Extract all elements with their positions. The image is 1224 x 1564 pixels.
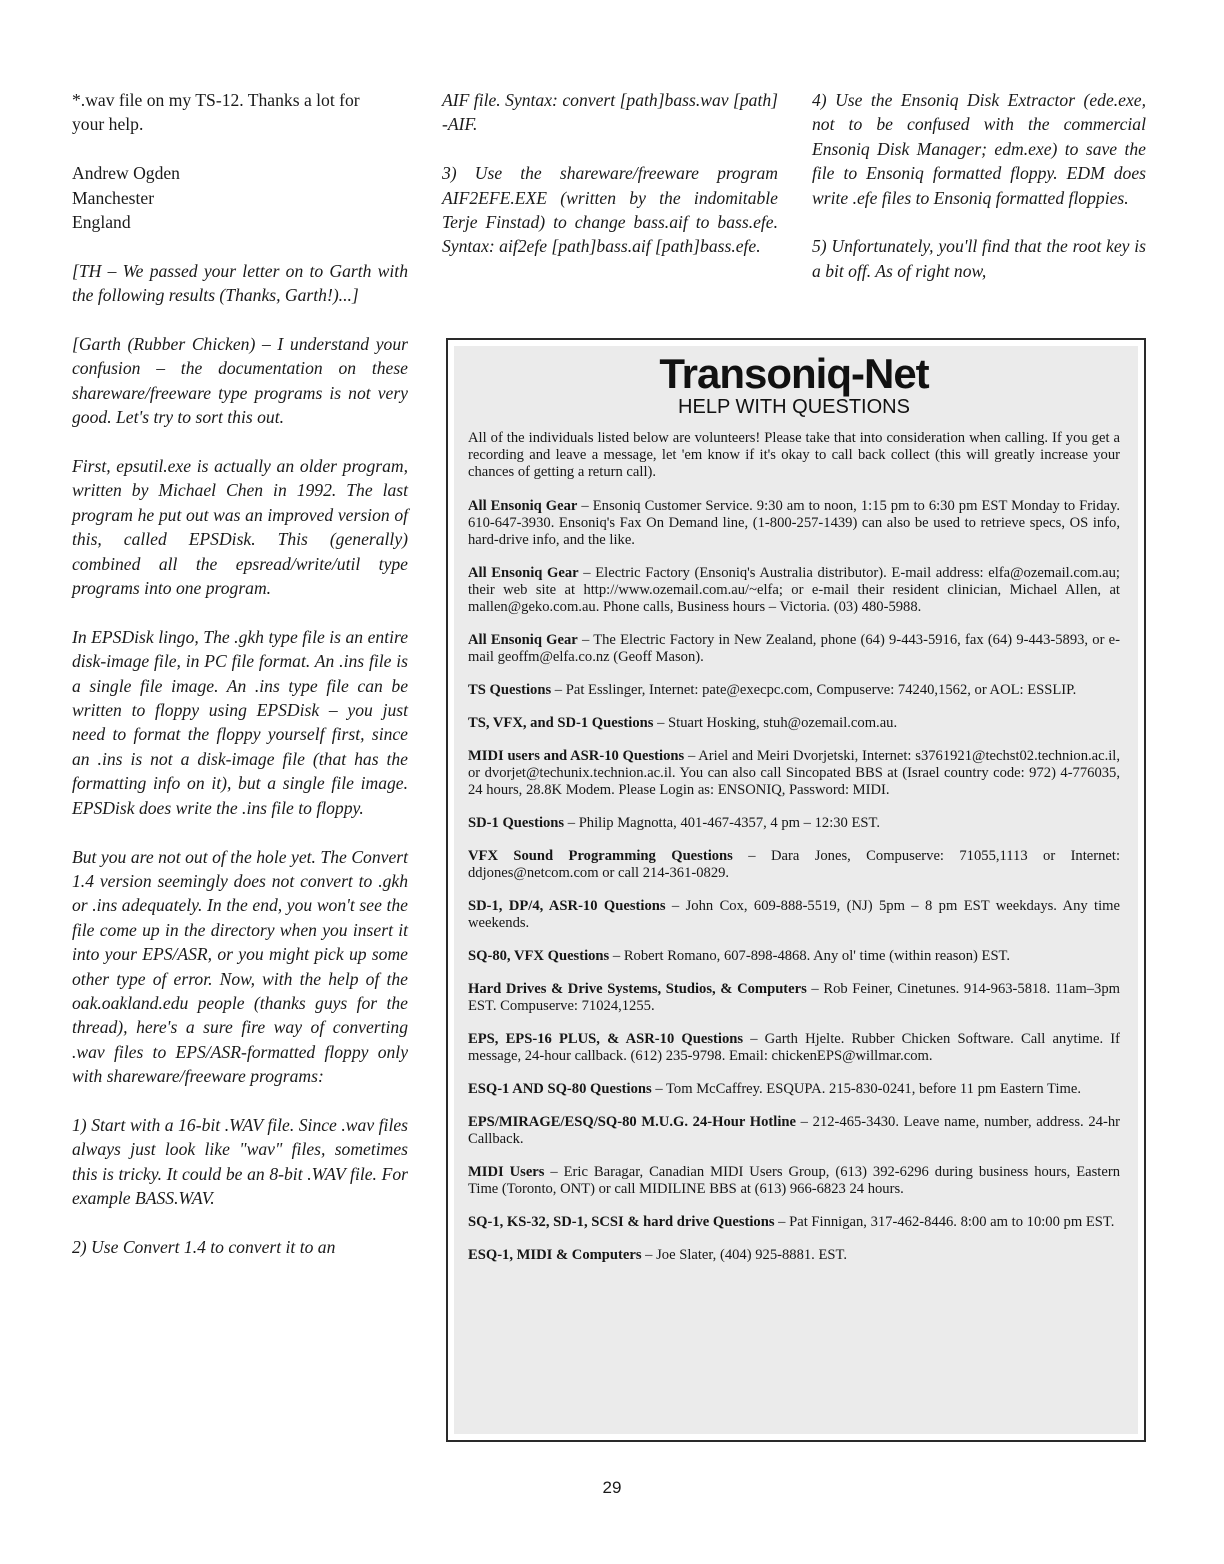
box-title: Transoniq-Net <box>659 350 929 397</box>
contact-details: – Robert Romano, 607-898-4868. Any ol' time (within reason) EST. <box>609 948 1011 964</box>
contact-details: – Dara Jones, Compuserve: 71055,1113 or Internet: ddjones@netcom.com or call 214-361-0829. <box>468 848 1121 881</box>
contact-topic: ESQ-1 AND SQ-80 Questions <box>468 1081 652 1097</box>
contact-details: – John Cox, 609-888-5519, (NJ) 5pm – 8 pm EST weekdays. Any time weekends. <box>468 898 1120 931</box>
contact-details: – Joe Slater, (404) 925-8881. EST. <box>641 1247 847 1263</box>
text-line: *.wav file on my TS-12. Thanks a lot for <box>72 90 360 110</box>
text-line: your help. <box>72 114 144 135</box>
contact-details: – Tom McCaffrey. ESQUPA. 215-830-0241, before 11 pm Eastern Time. <box>651 1081 1081 1097</box>
step-2-continued: AIF file. Syntax: convert [path]bass.wav [path] -AIF. <box>442 90 778 135</box>
contact-topic: EPS, EPS-16 PLUS, & ASR-10 Questions <box>468 1031 744 1047</box>
paragraph-first: First, epsutil.exe is actually an older program, written by Michael Chen in 1992. The last program he put out was an improved version of this, called EPSDisk. This (generally) combined all the epsread/write/util type programs into one program. <box>72 456 408 599</box>
contact-entry <box>468 748 1120 799</box>
contact-entry <box>468 1114 1120 1148</box>
contact-details: – The Electric Factory in New Zealand, phone (64) 9-443-5916, fax (64) 9-443-5893, or e-mail geoffm@elfa.co.nz (Geoff Mason). <box>468 632 1120 665</box>
step-5: 5) Unfortunately, you'll find that the root key is a bit off. As of right now, <box>812 236 1146 281</box>
contact-topic: SQ-1, KS-32, SD-1, SCSI & hard drive Questions <box>468 1214 775 1230</box>
contact-entry <box>468 1164 1120 1198</box>
column-middle <box>442 88 778 283</box>
box-subtitle: HELP WITH QUESTIONS <box>678 396 910 418</box>
contact-entry <box>468 815 1120 832</box>
contact-entry <box>468 682 1120 699</box>
contact-entry <box>468 1214 1120 1231</box>
step-2: 2) Use Convert 1.4 to convert it to an <box>72 1236 336 1257</box>
contact-details: – Eric Baragar, Canadian MIDI Users Group, (613) 392-6296 during business hours, Eastern Time (Toronto, ONT) or call MIDILINE BBS at (613) 966-6823 24 hours. <box>468 1164 1120 1197</box>
contact-topic: VFX Sound Programming Questions <box>468 848 733 864</box>
contact-entry <box>468 848 1120 882</box>
contact-entry <box>468 715 1120 732</box>
contact-entry <box>468 1247 1120 1264</box>
letter-closing <box>72 88 408 137</box>
column-right <box>812 88 1146 308</box>
paragraph-lingo: In EPSDisk lingo, The .gkh type file is an entire disk-image file, in PC file format. An .ins file is a single file image. An .ins type file can be written to floppy using EPSDisk – you just need to format the floppy yourself first, since an .ins is not a disk-image file (that has the formatting info on it), but a single file image. EPSDisk does write the .ins file to floppy. <box>72 626 408 818</box>
contact-topic: SQ-80, VFX Questions <box>468 948 610 964</box>
contact-details: – Garth Hjelte. Rubber Chicken Software. Call anytime. If message, 24-hour callback. (612) 235-9798. Email: chickenEPS@willmar.com. <box>468 1031 1120 1064</box>
garth-intro: [Garth (Rubber Chicken) – I understand your confusion – the documentation on these shareware/freeware type programs is not very good. Let's try to sort this out. <box>72 334 408 428</box>
step-1: 1) Start with a 16-bit .WAV file. Since .wav files always just look like "wav" files, sometimes this is tricky. It could be an 8-bit .WAV file. For example BASS.WAV. <box>72 1114 408 1209</box>
step-3: 3) Use the shareware/freeware program AIF2EFE.EXE (written by the indomitable Terje Finstad) to change bass.aif to bass.efe. Syntax: aif2efe [path]bass.aif [path]bass.efe. <box>442 163 778 257</box>
contact-details: – Ariel and Meiri Dvorjetski, Internet: s3761921@techst02.technion.ac.il, or dvorjet@techunix.technion.ac.il. You can also call Sincopated BBS at (Israel country code: 972) 4-776035, 24 hours, 28.8K Modem. Please Login as: ENSONIQ, Password: MIDI. <box>468 748 1120 798</box>
contact-details: – Philip Magnotta, 401-467-4357, 4 pm – 12:30 EST. <box>564 815 881 831</box>
contact-entry <box>468 898 1120 932</box>
contact-topic: EPS/MIRAGE/ESQ/SQ-80 M.U.G. 24-Hour Hotline <box>468 1114 796 1130</box>
contact-details: – Pat Esslinger, Internet: pate@execpc.com, Compuserve: 74240,1562, or AOL: ESSLIP. <box>551 682 1077 698</box>
contact-topic: TS Questions <box>468 682 552 698</box>
column-left <box>72 88 408 1284</box>
contact-entry <box>468 565 1120 616</box>
contact-topic: SD-1 Questions <box>468 815 565 831</box>
contact-details: – Ensoniq Customer Service. 9:30 am to noon, 1:15 pm to 6:30 pm EST Monday to Friday. 610-647-3930. Ensoniq's Fax On Demand line, (1-800-257-1439) can also be used to retrieve specs, OS info, hard-drive info, and the like. <box>468 498 1120 548</box>
contact-details: – 212-465-3430. Leave name, number, address. 24-hr Callback. <box>468 1114 1120 1147</box>
contact-details: – Pat Finnigan, 317-462-8446. 8:00 am to 10:00 pm EST. <box>774 1214 1115 1230</box>
paragraph-hole: But you are not out of the hole yet. The Convert 1.4 version seemingly does not convert to .gkh or .ins adequately. In the end, you won't see the file come up in the directory when you insert it into your EPS/ASR, or you might pick up some other type of error. Now, with the help of the oak.oakland.edu people (thanks guys for the thread), here's a sure fire way of converting .wav files to EPS/ASR-formatted floppy only with shareware/freeware programs: <box>72 846 408 1087</box>
signature-city: Manchester <box>72 187 155 208</box>
box-content <box>454 346 1138 1434</box>
contact-topic: TS, VFX, and SD-1 Questions <box>468 715 654 731</box>
contact-topic: MIDI users and ASR-10 Questions <box>468 748 685 764</box>
contact-entry <box>468 498 1120 549</box>
contact-details: – Stuart Hosking, stuh@ozemail.com.au. <box>653 715 898 731</box>
contact-entry <box>468 1031 1120 1065</box>
page-number: 29 <box>602 1478 622 1497</box>
contact-details: – Rob Feiner, Cinetunes. 914-963-5818. 11am–3pm EST. Compuserve: 71024,1255. <box>468 981 1120 1014</box>
contact-topic: Hard Drives & Drive Systems, Studios, & Computers <box>468 981 807 997</box>
contact-entry <box>468 948 1120 965</box>
contact-entry <box>468 632 1120 666</box>
contact-topic: All Ensoniq Gear <box>468 565 579 581</box>
contact-topic: ESQ-1, MIDI & Computers <box>468 1247 642 1263</box>
transoniq-net-box <box>446 338 1146 1442</box>
contact-list <box>468 498 1120 1264</box>
contact-topic: All Ensoniq Gear <box>468 632 578 648</box>
contact-details: – Electric Factory (Ensoniq's Australia distributor). E-mail address: elfa@ozemail.com.au; their web site at http://www.ozemail.com.au/~elfa; or e-mail their resident clinician, Michael Allen, at mallen@geko.com.au. Phone calls, Business hours – Victoria. (03) 480-5988. <box>468 565 1120 615</box>
contact-topic: All Ensoniq Gear <box>468 498 578 514</box>
contact-entry <box>468 1081 1120 1098</box>
signature-country: England <box>72 212 131 233</box>
letter-signature <box>72 161 408 234</box>
editor-note: [TH – We passed your letter on to Garth with the following results (Thanks, Garth!)...] <box>72 260 408 306</box>
step-4: 4) Use the Ensoniq Disk Extractor (ede.exe, not to be confused with the commercial Ensoniq Disk Manager; edm.exe) to save the file to Ensoniq formatted floppy. EDM does write .efe files to Ensoniq formatted floppies. <box>812 90 1146 208</box>
contact-topic: SD-1, DP/4, ASR-10 Questions <box>468 898 666 914</box>
box-intro: All of the individuals listed below are volunteers! Please take that into consideration when calling. If you get a recording and leave a message, let 'em know if it's okay to call back collect (this will greatly increase your chances of getting a return call). <box>468 430 1120 480</box>
signature-name: Andrew Ogden <box>72 163 180 184</box>
contact-entry <box>468 981 1120 1015</box>
contact-topic: MIDI Users <box>468 1164 545 1180</box>
